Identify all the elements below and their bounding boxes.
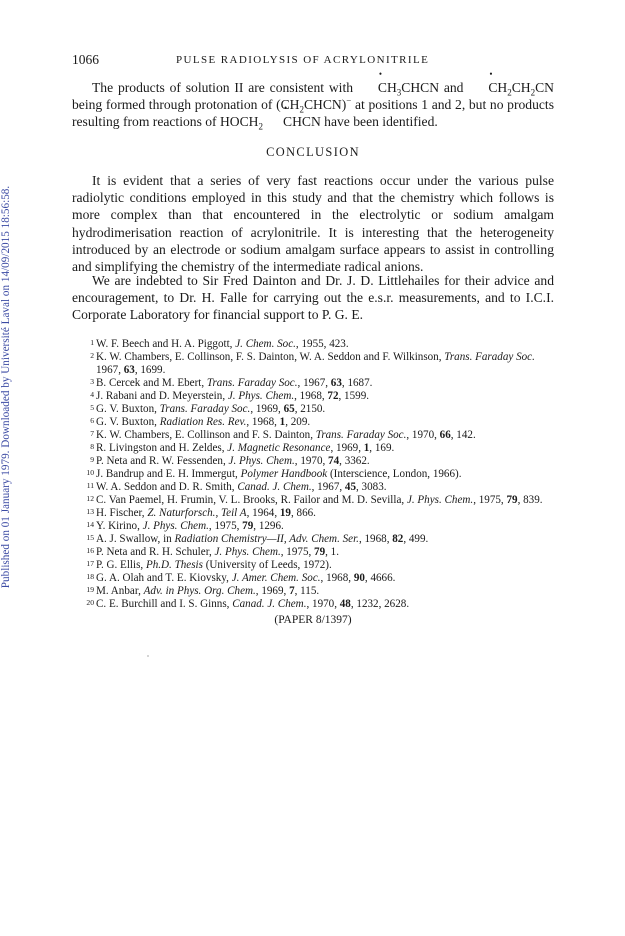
reference-volume: 79 [242,520,254,532]
reference-year: , 1968, [320,572,354,584]
radical-symbol-2 [468,79,497,96]
reference-authors: B. Cercek and M. Ebert, [96,377,207,389]
reference-authors: G. V. Buxton, [96,416,160,428]
reference-authors: P. Neta and R. W. Fessenden, [96,455,229,467]
reference-item [86,559,554,572]
radical-2-h: H [497,80,508,95]
radical-2-c: C [488,80,498,95]
reference-pages: , 169. [369,442,395,454]
reference-authors: P. Neta and R. H. Schuler, [96,546,215,558]
reference-authors: M. Anbar, [96,585,144,597]
reference-volume: 79 [506,494,518,506]
reference-journal: Adv. in Phys. Org. Chem. [143,585,256,597]
reference-year: , 1964, [246,507,280,519]
reference-volume: 65 [283,403,295,415]
reference-number: 7 [90,429,94,438]
reference-item [86,390,554,403]
reference-journal: J. Magnetic Resonance [227,442,331,454]
reference-pages: , 3362. [339,455,370,467]
reference-number: 16 [86,546,94,555]
reference-year: 1967, [96,364,124,376]
reference-item [86,507,554,520]
reference-pages: , 1. [325,546,339,558]
reference-journal: Canad. J. Chem. [232,598,307,610]
print-speck [147,655,149,657]
reference-year: , 1975, [473,494,507,506]
reference-journal: J. Phys. Chem. [227,390,295,402]
reference-year: , 1975, [208,520,243,532]
para1-sub-1: 2 [299,104,304,115]
reference-pages: , 866. [290,507,316,519]
reference-item [86,481,554,494]
page-header [72,52,554,70]
reference-pages: , 1296. [253,520,284,532]
reference-year: , 1967, [311,481,345,493]
reference-volume: 79 [314,546,326,558]
reference-number: 20 [86,598,94,607]
reference-pages: , 839. [517,494,543,506]
reference-item [86,494,554,507]
reference-number: 12 [86,494,94,503]
reference-year: , 1970, [406,429,440,441]
reference-item [86,585,554,598]
reference-authors: P. G. Ellis, [96,559,146,571]
reference-authors: H. Fischer, [96,507,148,519]
reference-journal: Trans. Faraday Soc. [159,403,251,415]
reference-journal: J. Chem. Soc. [235,338,296,350]
reference-item [86,429,554,442]
download-watermark-text: Published on 01 January 1979. Downloaded by Université Laval on 14/09/2015 18:56:58. [0,185,13,589]
reference-volume: 63 [123,364,135,376]
reference-pages: , 1699. [134,364,166,376]
para1-text-4: at positions 1 and 2, but no products resulting from reactions of HOCH [72,97,554,130]
paragraph-products [72,79,554,131]
reference-year: , 1969, [255,585,290,597]
reference-authors: G. A. Olah and T. E. Kiovsky, [96,572,232,584]
reference-volume: 45 [344,481,356,493]
reference-item [86,351,554,377]
reference-volume: 66 [439,429,451,441]
para1-text-1: The products of solution II are consistent with [92,80,358,95]
reference-number: 3 [90,377,94,386]
reference-list [86,338,554,611]
reference-pages: , 3083. [356,481,387,493]
reference-journal: J. Phys. Chem. [214,546,281,558]
reference-number: 10 [86,468,94,477]
reference-year: , 1969, [330,442,364,454]
reference-journal: Polymer Handbook [240,468,328,480]
reference-pages: , 115. [294,585,320,597]
reference-year: , 1975, [280,546,315,558]
radical-2-sub-2: 2 [530,87,536,98]
reference-journal: Z. Naturforsch., Teil A [147,507,247,519]
reference-item [86,533,554,546]
reference-journal: Trans. Faraday Soc. [315,429,407,441]
reference-item [86,598,554,611]
reference-authors: G. V. Buxton, [96,403,160,415]
reference-authors: W. A. Seddon and D. R. Smith, [96,481,238,493]
radical-1-rest: CHCN and [401,80,469,95]
radical-1-h: H [386,80,397,95]
reference-volume: 48 [339,598,351,610]
reference-pages: , 1599. [338,390,370,402]
reference-number: 11 [86,481,94,490]
reference-pages: , 142. [450,429,476,441]
reference-volume: 1 [363,442,370,454]
reference-year: , 1967, [297,377,331,389]
para1-text-2: being formed through protonation of (CH [72,97,300,113]
reference-journal: J. Phys. Chem. [142,520,209,532]
paragraph-conclusion: It is evident that a series of very fast reactions occur under the various pulse radiolytic conditions employed in this study and that the chemistry which follows is more complex than that encountered in the electrolytic or sodium amalgam hydrodimerisation reaction of acrylonitrile. It is interesting that the heterogeneity introduced by an electrode or sodium amalgam surface appears to assist in controlling and simplifying the chemistry of the intermediate radical anions. [72,173,554,275]
reference-number: 4 [90,390,94,399]
download-watermark [0,182,16,592]
reference-pages: , 209. [285,416,311,428]
reference-item [86,442,554,455]
reference-year: , 1970, [306,598,340,610]
reference-authors: R. Livingston and H. Zeldes, [96,442,228,454]
reference-number: 18 [86,572,94,581]
reference-pages: , 1232, 2628. [350,598,410,610]
reference-year: (University of Leeds, 1972). [202,559,332,571]
reference-number: 6 [90,416,94,425]
reference-volume: 82 [392,533,404,545]
reference-number: 15 [86,533,94,542]
reference-journal: Radiation Res. Rev. [159,416,247,428]
reference-pages: , 4666. [364,572,396,584]
reference-journal: Canad. J. Chem. [237,481,312,493]
para1-text-3: CHCN) [303,97,347,113]
reference-item [86,416,554,429]
reference-volume: 90 [353,572,365,584]
para1-sub-2: 2 [258,122,263,133]
reference-item [86,403,554,416]
reference-authors: C. Van Paemel, H. Frumin, V. L. Brooks, R. Failor and M. D. Sevilla, [96,494,407,506]
paper-id: (PAPER 8/1397) [274,614,352,626]
reference-authors: J. Bandrup and E. H. Immergut, [96,468,241,480]
reference-authors: J. Rabani and D. Meyerstein, [96,390,228,402]
reference-pages: , 2150. [294,403,326,415]
para1-sup-charge: − [346,95,352,106]
reference-number: 14 [86,520,94,529]
reference-number: 5 [90,403,94,412]
radical-symbol-1 [358,79,387,96]
reference-year: (Interscience, London, 1966). [327,468,462,480]
reference-journal: Radiation Chemistry—II, Adv. Chem. Ser. [174,533,359,545]
running-title: PULSE RADIOLYSIS OF ACRYLONITRILE [176,54,430,66]
reference-volume: 63 [330,377,342,389]
reference-pages: , 499. [403,533,429,545]
reference-number: 8 [90,442,94,451]
reference-journal: J. Phys. Chem. [406,494,474,506]
radical-2-cn: CN [535,80,554,95]
reference-journal: Ph.D. Thesis [145,559,203,571]
reference-volume: 74 [328,455,340,467]
paragraph-acknowledgements: We are indebted to Sir Fred Dainton and Dr. J. D. Littlehailes for their advice and encouragement, to Dr. H. Falle for carrying out the e.s.r. measurements, and to I.C.I. Corporate Laboratory for financial support to P. G. E. [72,273,554,323]
reference-authors: Y. Kirino, [96,520,143,532]
reference-authors: W. F. Beech and H. A. Piggott, [96,338,236,350]
radical-2-sub-1: 2 [507,87,512,98]
reference-year: , 1955, 423. [295,338,349,350]
reference-number: 9 [90,455,94,464]
reference-item [86,546,554,559]
section-heading-conclusion: CONCLUSION [266,145,360,159]
reference-year: , 1969, [250,403,284,415]
reference-number: 2 [90,351,94,360]
radical-3-c: C [283,114,293,130]
reference-item [86,468,554,481]
reference-authors: K. W. Chambers, E. Collinson, F. S. Dainton, W. A. Seddon and F. Wilkinson, [96,351,445,363]
para1-text-5: HCN have been identified. [292,114,438,130]
reference-number: 13 [86,507,94,516]
radical-1-c: C [377,80,387,95]
reference-year: , 1968, [294,390,328,402]
reference-authors: A. J. Swallow, in [96,533,175,545]
page-number: 1066 [72,52,99,67]
reference-journal: J. Phys. Chem. [228,455,295,467]
reference-pages: , 1687. [341,377,373,389]
reference-volume: 1 [279,416,286,428]
reference-number: 1 [90,338,94,347]
reference-item [86,377,554,390]
reference-item [86,572,554,585]
reference-item [86,520,554,533]
reference-number: 19 [86,585,94,594]
reference-journal: Trans. Faraday Soc. [206,377,298,389]
radical-1-sub: 3 [396,87,402,98]
reference-item [86,338,554,351]
reference-journal: J. Amer. Chem. Soc. [231,572,321,584]
reference-volume: 19 [279,507,291,519]
reference-item [86,455,554,468]
reference-authors: K. W. Chambers, E. Collinson and F. S. Dainton, [96,429,316,441]
reference-volume: 72 [327,390,339,402]
radical-symbol-3 [263,113,292,130]
reference-year: , 1970, [294,455,329,467]
reference-year: , 1968, [246,416,280,428]
radical-2-ch: CH [511,80,531,95]
reference-year: , 1968, [358,533,393,545]
reference-journal: Trans. Faraday Soc. [444,351,535,363]
reference-number: 17 [86,559,94,568]
reference-volume: 7 [289,585,295,597]
reference-authors: C. E. Burchill and I. S. Ginns, [96,598,233,610]
